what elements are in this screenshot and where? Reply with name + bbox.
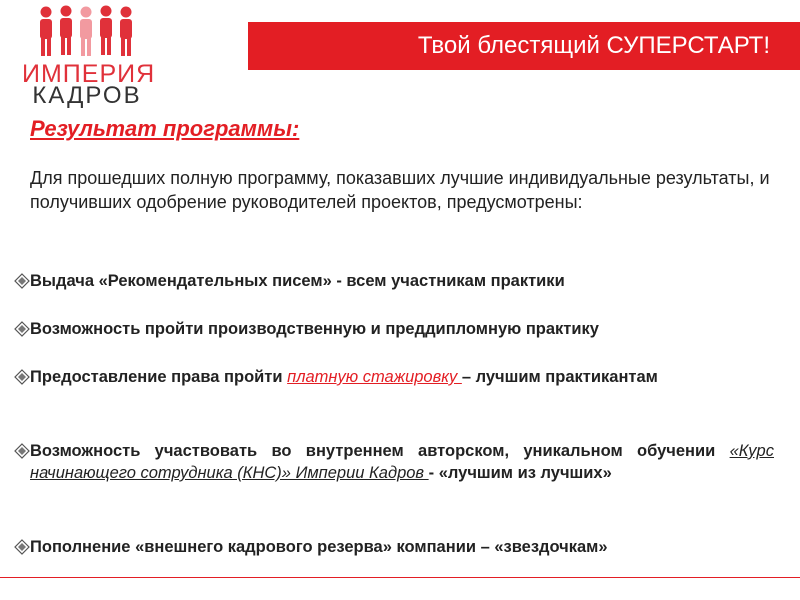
diamond-bullet-icon (14, 443, 30, 459)
bullet-text: Пополнение «внешнего кадрового резерва» компании – «звездочкам» (30, 538, 608, 556)
diamond-bullet-icon (14, 369, 30, 385)
diamond-bullet-icon (14, 539, 30, 555)
bullet-text-pre: Предоставление права пройти (30, 368, 288, 386)
title-banner: Твой блестящий СУПЕРСТАРТ! (248, 22, 800, 70)
bullet-text: Выдача «Рекомендательных писем» - всем участникам практики (30, 272, 565, 290)
section-heading: Результат программы: (30, 116, 300, 141)
company-logo (22, 4, 156, 109)
diamond-bullet-icon (14, 321, 30, 337)
people-group-icon (34, 4, 140, 60)
intro-paragraph: Для прошедших полную программу, показавших лучшие индивидуальные результаты, и получивших одобрение руководителей проектов, предусмотрены: (30, 168, 770, 212)
bullet-item (14, 440, 774, 484)
logo-text-top: ИМПЕРИЯ (22, 60, 156, 88)
bullet-text (14, 440, 774, 484)
bullet-text (14, 366, 774, 388)
logo-text-bottom: КАДРОВ (32, 82, 142, 109)
footer-divider (0, 577, 800, 578)
paid-internship-link[interactable]: платную стажировку (287, 368, 462, 386)
bullet-text-pre: Возможность участвовать во внутреннем авторском, уникальном обучении (30, 442, 730, 460)
bullet-text: Возможность пройти производственную и преддипломную практику (30, 320, 599, 338)
bullet-item (14, 366, 774, 388)
bullet-item (14, 318, 774, 340)
bullet-item (14, 270, 774, 292)
course-link[interactable]: «Курс начинающего сотрудника (КНС)» Империи Кадров (30, 442, 774, 482)
bullet-text-post: - «лучшим из лучших» (428, 464, 612, 482)
diamond-bullet-icon (14, 273, 30, 289)
bullet-text-post: – лучшим практикантам (461, 368, 658, 386)
bullet-item (14, 536, 774, 558)
